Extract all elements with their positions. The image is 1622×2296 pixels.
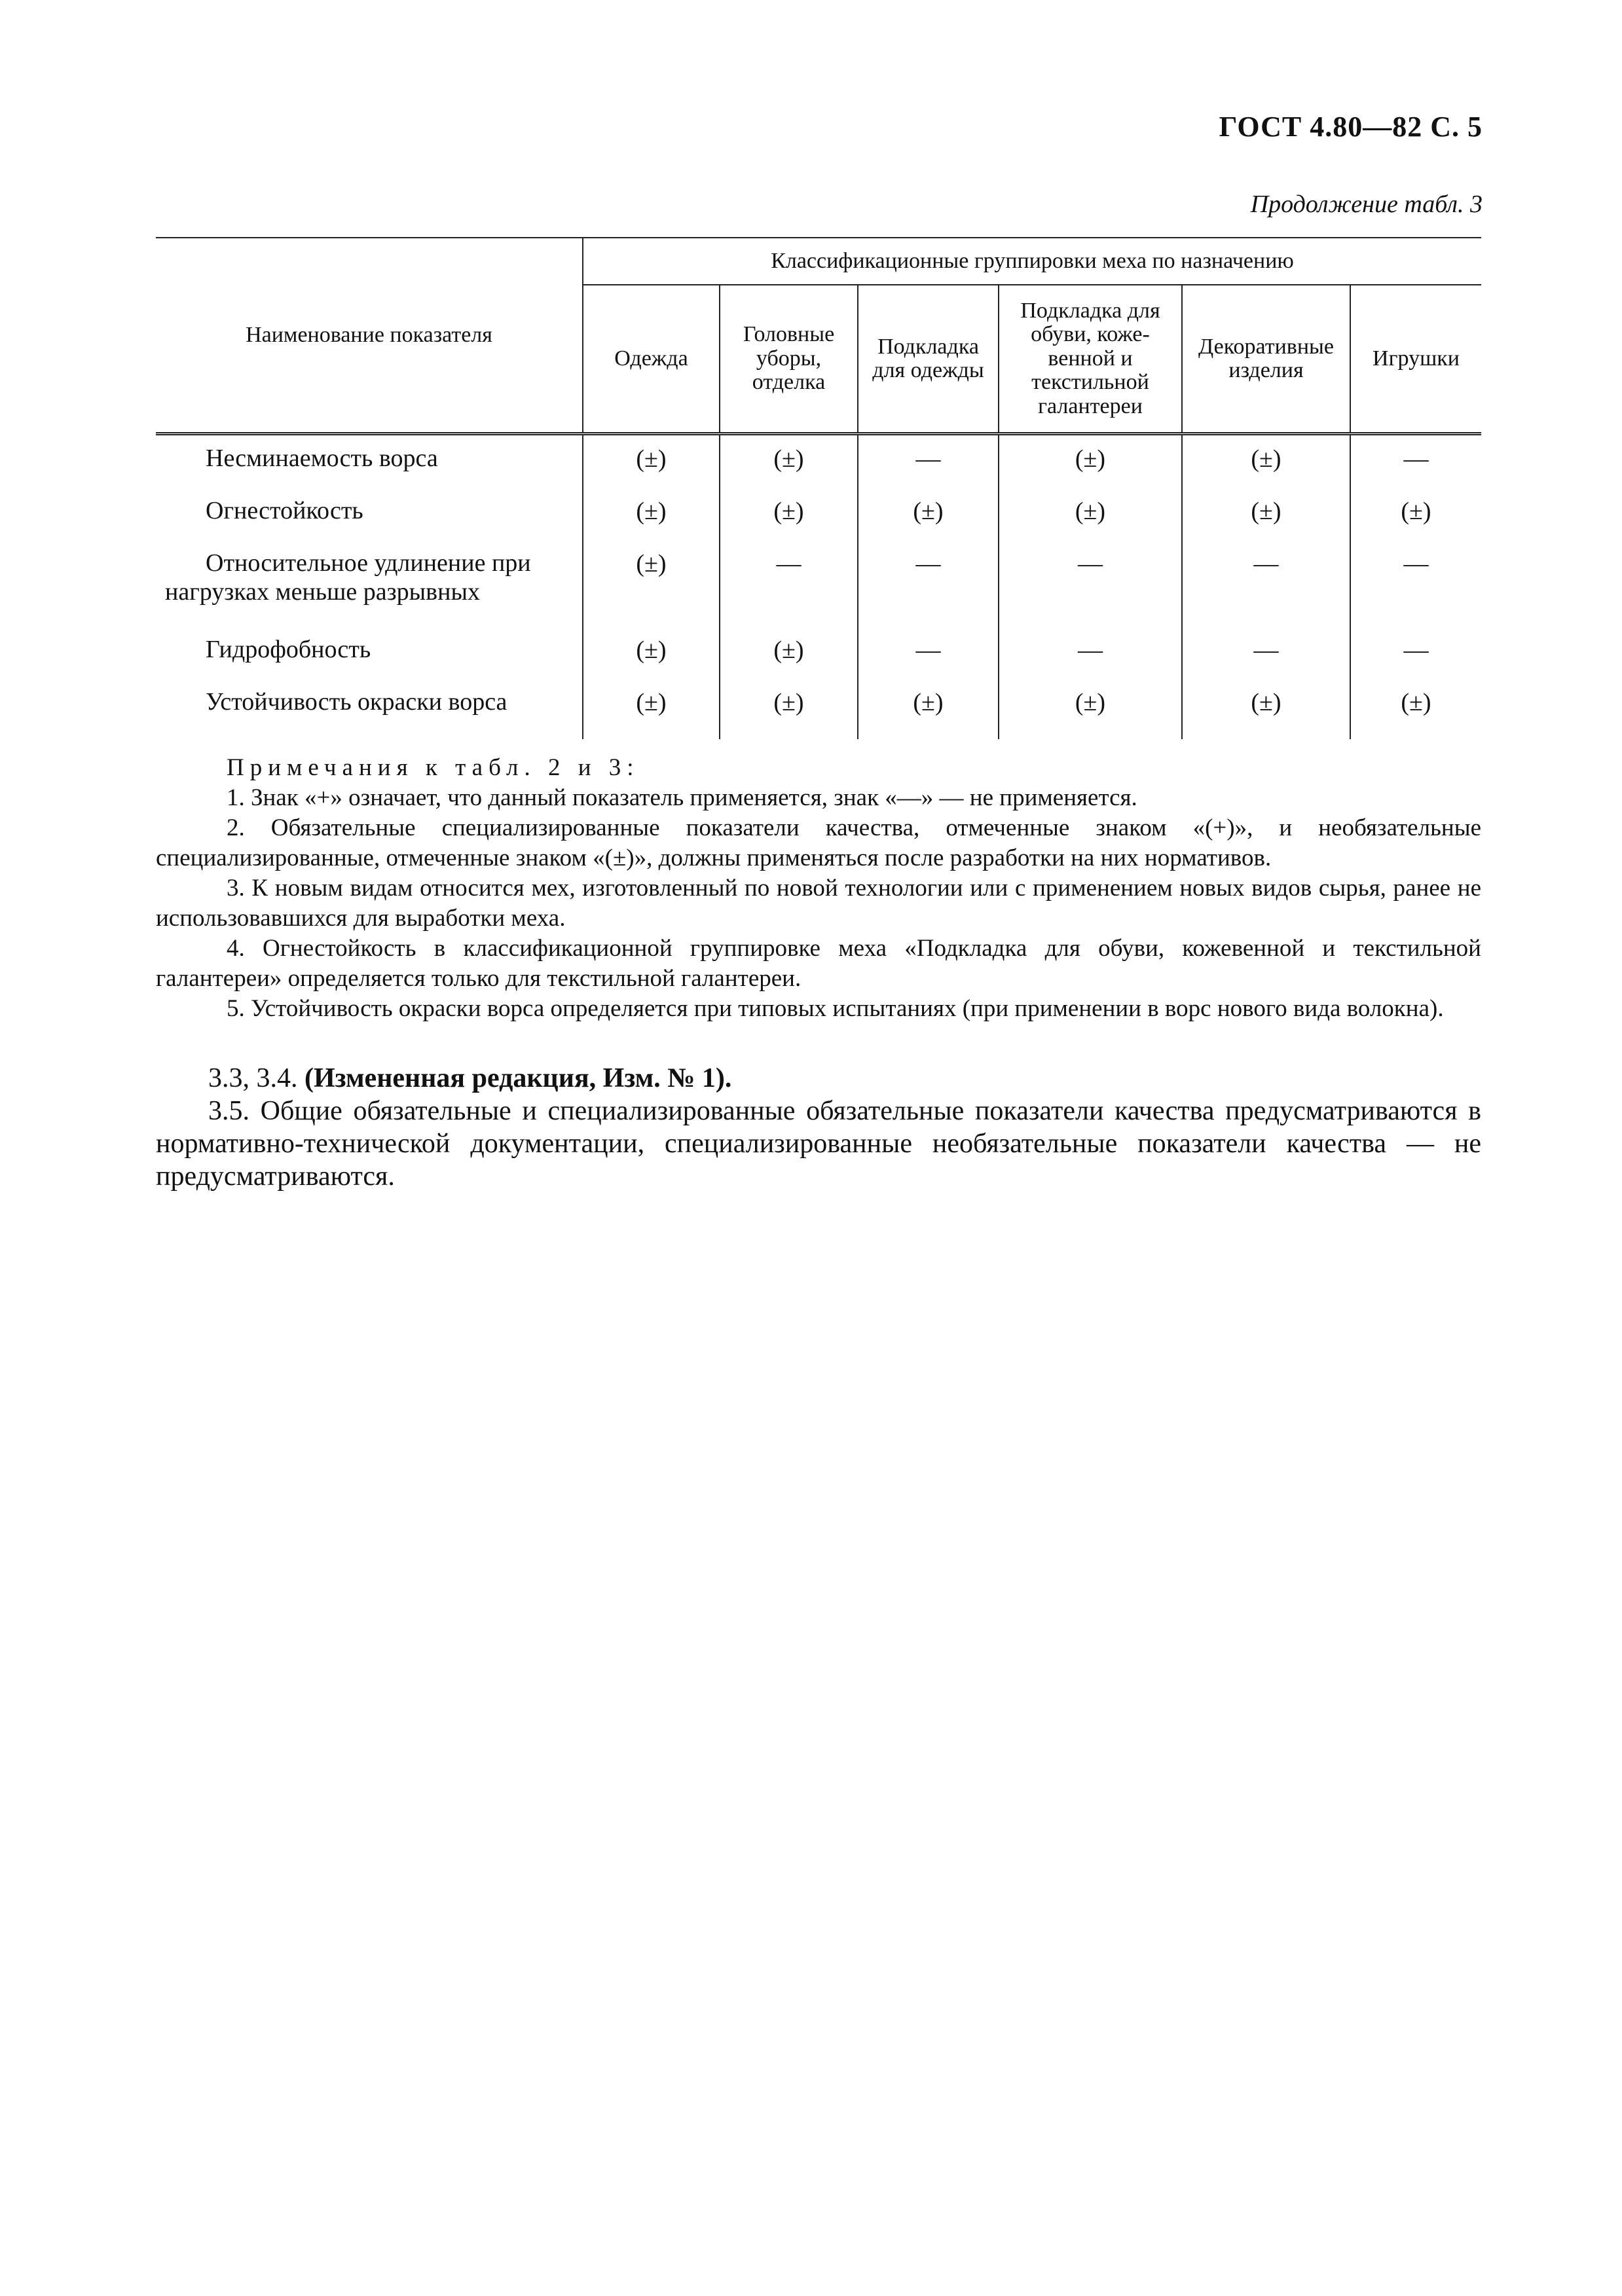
column-header-footwear-lining: Подкладка для обуви, коже-венной и текстильной галантереи	[999, 285, 1182, 434]
table-cell: (±)	[1182, 488, 1350, 540]
table-row	[156, 679, 1481, 739]
table-cell: (±)	[1350, 679, 1481, 739]
amendment-note: (Измененная редакция, Изм. № 1).	[304, 1063, 732, 1093]
row-label: Несминаемость ворса	[206, 445, 438, 472]
table-cell: —	[1182, 627, 1350, 679]
table-cell: (±)	[1182, 434, 1350, 488]
table-row	[156, 627, 1481, 679]
table-cell: —	[1350, 540, 1481, 627]
table-row	[156, 540, 1481, 627]
table-row	[156, 488, 1481, 540]
table-cell: (±)	[858, 679, 999, 739]
table-cell: (±)	[999, 679, 1182, 739]
table-cell: (±)	[583, 540, 720, 627]
row-label: Гидрофобность	[206, 636, 371, 663]
table-cell: —	[858, 627, 999, 679]
table-cell: (±)	[720, 627, 858, 679]
body-text	[156, 1062, 1481, 1193]
row-label: Относительное удлинение при	[206, 549, 531, 577]
table-cell: (±)	[583, 488, 720, 540]
table-cell: (±)	[583, 627, 720, 679]
row-label: Устойчивость окраски ворса	[206, 688, 507, 716]
note-item: 1. Знак «+» означает, что данный показатель применяется, знак «—» — не применяется.	[227, 784, 1137, 811]
document-code: ГОСТ 4.80—82 С. 5	[1219, 111, 1483, 143]
column-header-decorative: Декоративные изделия	[1182, 285, 1350, 434]
column-header-clothing-lining: Подкладка для одежды	[858, 285, 999, 434]
table-cell: (±)	[720, 488, 858, 540]
row-label: Огнестойкость	[206, 497, 363, 524]
table-cell: (±)	[720, 679, 858, 739]
clause-numbers: 3.3, 3.4.	[208, 1063, 304, 1093]
table-cell: —	[858, 434, 999, 488]
note-item: 3. К новым видам относится мех, изготовленный по новой технологии или с применением новых видов сырья, ранее не использовавшихся для выработки меха.	[156, 875, 1481, 932]
table-cell: (±)	[858, 488, 999, 540]
column-header-headwear: Головные уборы, отделка	[720, 285, 858, 434]
table-cell: (±)	[1350, 488, 1481, 540]
row-label-continuation: нагрузках меньше разрывных	[165, 577, 480, 606]
table-cell: (±)	[720, 434, 858, 488]
notes-title: Примечания к табл. 2 и 3:	[227, 754, 640, 781]
table-cell: (±)	[999, 434, 1182, 488]
table-cell: —	[858, 540, 999, 627]
groupings-header: Классификационные группировки меха по назначению	[583, 238, 1481, 285]
table-cell: —	[1350, 627, 1481, 679]
indicator-name-header: Наименование показателя	[156, 238, 583, 434]
table-cell: (±)	[999, 488, 1182, 540]
table-cell: —	[1350, 434, 1481, 488]
column-header-clothing: Одежда	[583, 285, 720, 434]
quality-indicators-table	[156, 237, 1481, 739]
notes-section	[156, 753, 1481, 1024]
table-cell: (±)	[583, 434, 720, 488]
note-item: 4. Огнестойкость в классификационной группировке меха «Подкладка для обуви, кожевенной и текстильной галантереи» определяется только для текстильной галантереи.	[156, 935, 1481, 992]
table-cell: (±)	[1182, 679, 1350, 739]
table-continuation-label: Продолжение табл. 3	[1250, 191, 1483, 218]
table-row	[156, 434, 1481, 488]
column-header-toys: Игрушки	[1350, 285, 1481, 434]
table-cell: —	[999, 540, 1182, 627]
note-item: 2. Обязательные специализированные показатели качества, отмеченные знаком «(+)», и необязательные специализированные, отмеченные знаком «(±)», должны применяться после разработки на них нормативов.	[156, 814, 1481, 871]
note-item: 5. Устойчивость окраски ворса определяется при типовых испытаниях (при применении в ворс нового вида волокна).	[227, 995, 1444, 1022]
amendment-paragraph	[156, 1062, 1481, 1095]
clause-3-5-paragraph: 3.5. Общие обязательные и специализированные обязательные показатели качества предусматриваются в нормативно-технической документации, специализированные необязательные показатели качества — не предусматриваются.	[156, 1096, 1481, 1192]
table-cell: —	[720, 540, 858, 627]
table-cell: —	[1182, 540, 1350, 627]
table-cell: —	[999, 627, 1182, 679]
table-cell: (±)	[583, 679, 720, 739]
